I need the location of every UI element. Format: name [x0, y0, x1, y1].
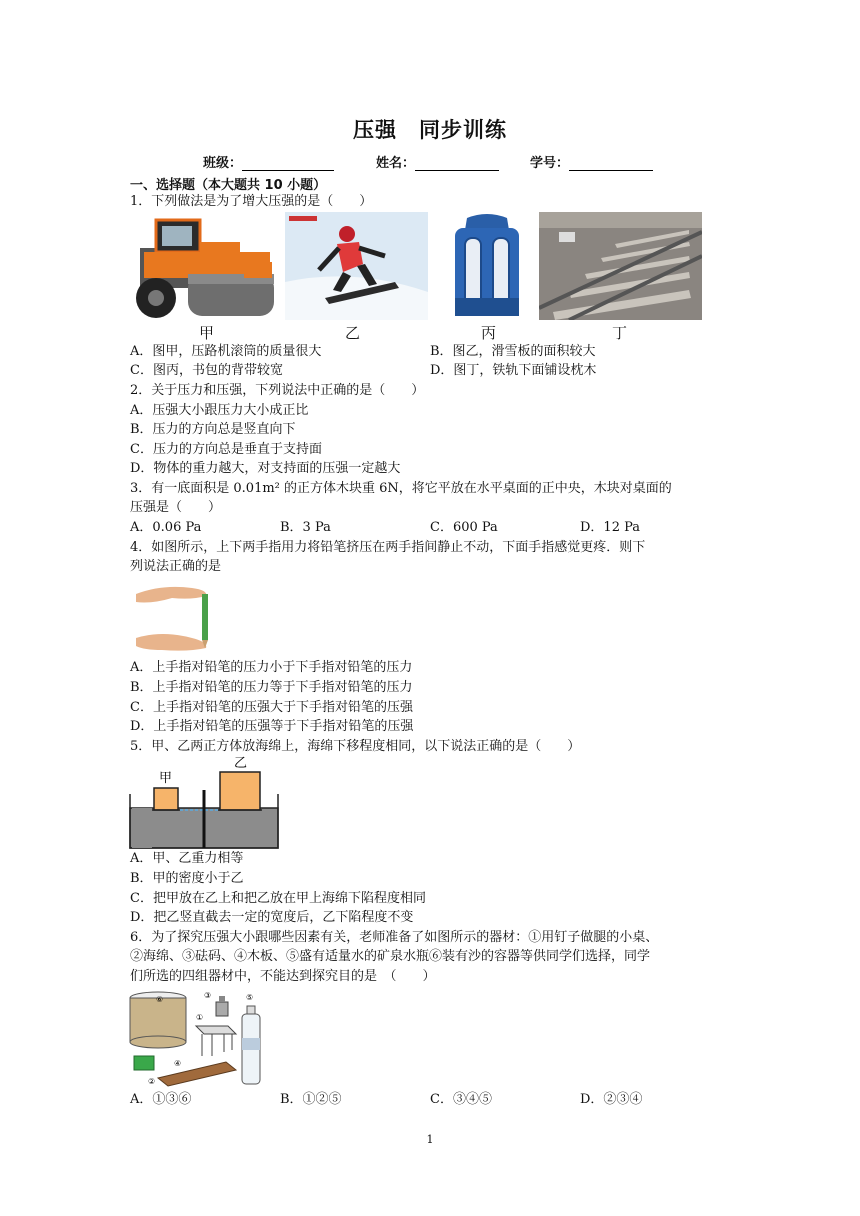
id-blank[interactable]	[569, 156, 653, 171]
q6-stem-line3: 们所选的四组器材中，不能达到探究目的是 （ ）	[130, 969, 436, 984]
q5-stem: 5．甲、乙两正方体放海绵上，海绵下移程度相同，以下说法正确的是（ ）	[130, 739, 581, 754]
q2-option-a[interactable]: A．压强大小跟压力大小成正比	[130, 403, 309, 418]
q1-option-a[interactable]: A．图甲，压路机滚筒的质量很大	[130, 344, 322, 359]
q6-stem-line1: 6．为了探究压强大小跟哪些因素有关，老师准备了如图所示的器材：①用钉子做腿的小桌、	[130, 930, 659, 945]
q2-option-d[interactable]: D．物体的重力越大，对支持面的压强一定越大	[130, 461, 401, 476]
q4-option-c[interactable]: C．上手指对铅笔的压强大于下手指对铅笔的压强	[130, 700, 413, 715]
fig-label-1: ①	[196, 1013, 204, 1022]
q6-option-a[interactable]: A．①③⑥	[130, 1092, 192, 1107]
fig-label-6: ⑥	[156, 995, 164, 1004]
q3-stem-line1: 3．有一底面积是 0.01m² 的正方体木块重 6N，将它平放在水平桌面的正中央，木块对桌面的	[130, 481, 672, 496]
road-roller-image	[130, 212, 276, 320]
q3-option-c[interactable]: C．600 Pa	[430, 520, 498, 535]
q1-option-d[interactable]: D．图丁，铁轨下面铺设枕木	[430, 363, 597, 378]
pencil-fingers-image	[132, 580, 214, 654]
q3-option-b[interactable]: B．3 Pa	[280, 520, 331, 535]
name-field	[376, 152, 499, 171]
q6-option-d[interactable]: D．②③④	[580, 1092, 643, 1107]
q3-option-a[interactable]: A．0.06 Pa	[130, 520, 202, 535]
id-field	[530, 152, 653, 171]
name-label: 姓名：	[376, 156, 416, 171]
q2-option-c[interactable]: C．压力的方向总是垂直于支持面	[130, 442, 322, 457]
caption-ding: 丁	[612, 324, 628, 342]
q5-option-a[interactable]: A．甲、乙重力相等	[130, 851, 244, 866]
q6-option-b[interactable]: B．①②⑤	[280, 1092, 342, 1107]
fig-label-2: ②	[148, 1077, 156, 1086]
q4-option-a[interactable]: A．上手指对铅笔的压力小于下手指对铅笔的压力	[130, 660, 413, 675]
q6-stem-line2: ②海绵、③砝码、④木板、⑤盛有适量水的矿泉水瓶⑥装有沙的容器等供同学们选择，同学	[130, 949, 651, 964]
section-heading: 一、选择题（本大题共 10 小题）	[130, 178, 327, 193]
q4-option-d[interactable]: D．上手指对铅笔的压强等于下手指对铅笔的压强	[130, 719, 414, 734]
label-yi: 乙	[234, 756, 248, 771]
page-number: 1	[426, 1133, 434, 1146]
q1-stem: 1．下列做法是为了增大压强的是（ ）	[130, 194, 373, 209]
q3-option-d[interactable]: D．12 Pa	[580, 520, 641, 535]
q1-option-b[interactable]: B．图乙，滑雪板的面积较大	[430, 344, 596, 359]
q5-option-b[interactable]: B．甲的密度小于乙	[130, 871, 244, 886]
backpack-image	[445, 212, 530, 320]
name-blank[interactable]	[415, 156, 499, 171]
q4-option-b[interactable]: B．上手指对铅笔的压力等于下手指对铅笔的压力	[130, 680, 413, 695]
fig-label-3: ③	[204, 991, 212, 1000]
equipment-diagram	[128, 986, 264, 1090]
label-jia: 甲	[159, 771, 173, 786]
fig-label-5: ⑤	[246, 993, 254, 1002]
page-title: 压强 同步训练	[353, 118, 507, 142]
caption-jia: 甲	[199, 324, 215, 342]
snowboarder-image	[285, 212, 428, 320]
fig-label-4: ④	[174, 1059, 182, 1068]
caption-yi: 乙	[345, 324, 361, 342]
q4-stem-line1: 4．如图所示，上下两手指用力将铅笔挤压在两手指间静止不动，下面手指感觉更疼．则下	[130, 540, 646, 555]
q3-stem-line2: 压强是（ ）	[130, 500, 222, 515]
caption-bing: 丙	[481, 324, 497, 342]
q5-option-d[interactable]: D．把乙竖直截去一定的宽度后，乙下陷程度不变	[130, 910, 414, 925]
q6-option-c[interactable]: C．③④⑤	[430, 1092, 492, 1107]
q1-option-c[interactable]: C．图丙，书包的背带较宽	[130, 363, 283, 378]
sponge-cubes-diagram	[128, 754, 280, 850]
railway-image	[539, 212, 702, 320]
class-blank[interactable]	[242, 156, 334, 171]
class-field	[203, 152, 334, 171]
q5-option-c[interactable]: C．把甲放在乙上和把乙放在甲上海绵下陷程度相同	[130, 891, 426, 906]
id-label: 学号：	[530, 156, 570, 171]
class-label: 班级：	[203, 156, 243, 171]
q4-stem-line2: 列说法正确的是	[130, 559, 222, 574]
q2-stem: 2．关于压力和压强，下列说法中正确的是（ ）	[130, 383, 425, 398]
q2-option-b[interactable]: B．压力的方向总是竖直向下	[130, 422, 296, 437]
